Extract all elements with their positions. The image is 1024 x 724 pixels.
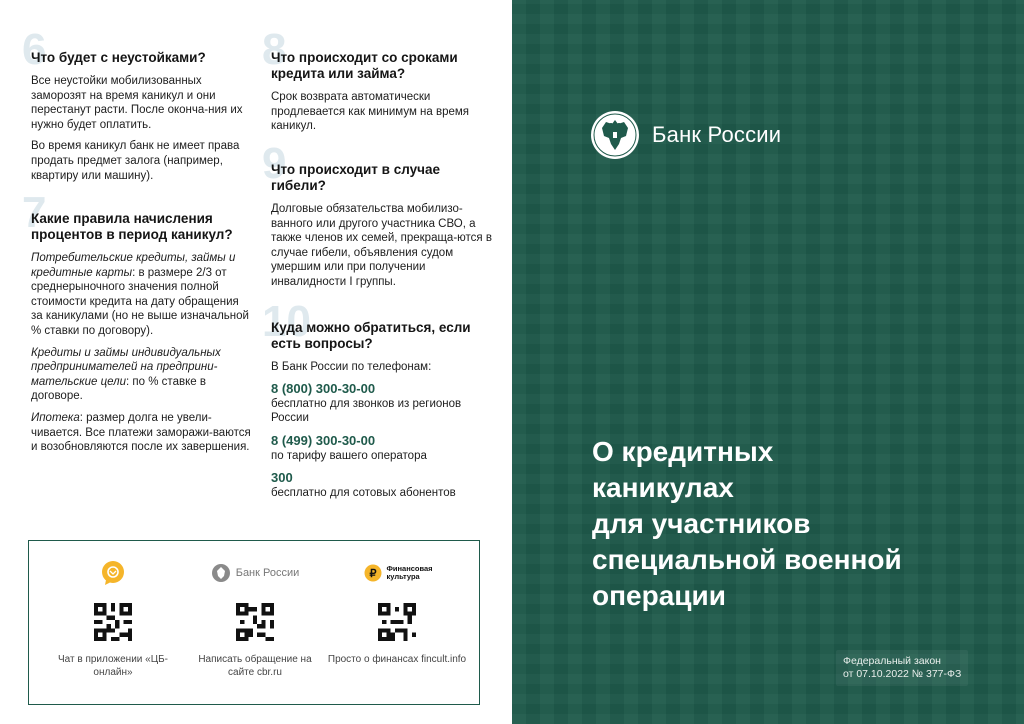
phone-number[interactable]: 8 (800) 300-30-00 [271,380,376,396]
section-paragraph: В Банк России по телефонам: [271,361,432,373]
cover-page [512,0,1024,724]
section-paragraph [31,251,251,339]
cover-title-line: для участников [592,508,811,539]
section-number: 6 [22,25,47,74]
phone-number[interactable]: 300 [271,470,293,486]
section-death-case [262,139,495,297]
cover-title-line: каникулах [592,472,734,503]
cover-title-line: операции [592,580,726,611]
section-interest-rules [22,188,251,462]
italic-term: Кредиты и займы индивидуальных предпринимателей на предприни-мательские цели [31,346,221,388]
section-penalties [22,25,251,190]
law-reference [843,655,961,681]
section-paragraph: Все неустойки мобилизованных заморозят на время каникул и они перестанут расти. После оконча-ния их нужно будет оплатить. [31,75,243,131]
qr-code[interactable] [236,603,274,641]
paragraph-text: : по % ставке в договоре. [31,375,206,403]
section-paragraph [31,411,251,455]
cover-title [592,434,992,614]
section-paragraph: Срок возврата автоматически продлевается как минимум на время каникул. [271,91,470,133]
section-number: 10 [262,297,311,346]
paragraph-text: : в размере 2/3 от среднерыночного значения полной стоимости кредита на дату обращения за каникулами (но не выше изначальной % ставки по договору). [31,266,249,337]
brand-name: Банк России [652,122,782,147]
italic-term: Ипотека [31,411,80,424]
bank-logo-text: Банк России [235,567,300,579]
section-heading: Какие правила начисления процентов в период каникул? [31,211,233,242]
section-loan-terms [262,25,495,141]
contact-cb-online [43,559,183,679]
section-paragraph [31,346,251,404]
section-heading: Что происходит в случае гибели? [271,162,440,193]
italic-term: Потребительские кредиты, займы и кредитные карты [31,252,236,279]
qr-code[interactable] [378,603,416,641]
paragraph-text: : размер долга не увели-чивается. Все платежи заморажи-ваются и возобновляются после их завершения. [31,411,251,454]
contact-caption: Просто о финансах fincult.info [327,654,467,665]
cb-online-chat-icon [43,559,183,587]
bank-emblem-icon [185,559,325,587]
phone-note: бесплатно для звонков из регионов России [271,397,462,425]
law-line: Федеральный закон [843,655,941,667]
section-number: 9 [262,139,287,188]
qr-code[interactable] [94,603,132,641]
contact-caption: Написать обращение на сайте cbr.ru [198,654,312,678]
phone-note: по тарифу вашего оператора [271,449,427,462]
bank-emblem-icon [590,110,640,160]
contact-cbr-site [185,559,325,679]
section-heading: Что будет с неустойками? [31,50,206,65]
contact-fincult [327,559,467,666]
section-number: 8 [262,25,287,74]
phone-note: бесплатно для сотовых абонентов [271,487,456,500]
brand-logo [590,110,781,160]
cover-title-line: специальной военной [592,544,902,575]
svg-text:₽: ₽ [369,568,376,580]
law-line: от 07.10.2022 № 377-ФЗ [843,668,962,680]
section-heading: Куда можно обратиться, если есть вопросы? [271,320,471,351]
section-contacts [262,297,495,508]
section-heading: Что происходит со сроками кредита или займа? [271,50,458,81]
section-paragraph: Во время каникул банк не имеет права продать предмет залога (например, квартиру или машину). [31,140,240,182]
cover-title-line: О кредитных [592,436,774,467]
fincult-logo-text: Финансовая культура [386,564,433,581]
section-paragraph: Долговые обязательства мобилизо-ванного или другого участника СВО, а также членов их семей, прекраща-ются в случае гибели, объявления судом умершим или при получении инвалидности I группы. [271,203,492,288]
phone-number[interactable]: 8 (499) 300-30-00 [271,432,376,448]
contact-caption: Чат в приложении «ЦБ-онлайн» [58,654,168,678]
section-number: 7 [22,188,47,237]
contact-channels-box [28,540,480,705]
fincult-icon [327,559,467,587]
